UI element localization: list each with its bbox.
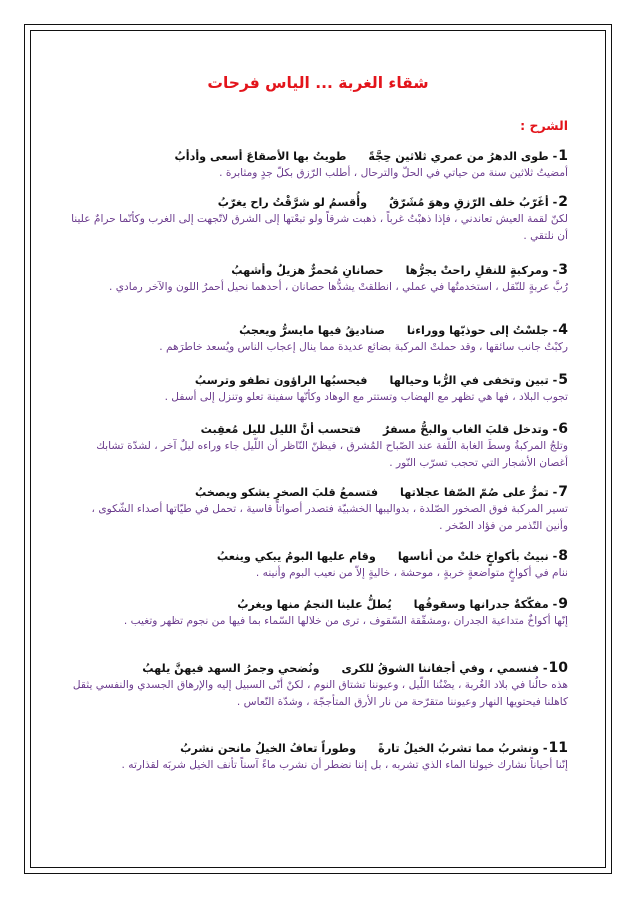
verse-block [66, 660, 568, 711]
verse-block [66, 484, 568, 535]
verse-block [66, 262, 568, 296]
verse-explanation: إنّها أكواخٌ متداعية الجدران ،ومشقّقة السّقوف ، ترى من خلالها السّماء بما فيها من نجوم تظهر وتغيب . [123, 615, 568, 627]
verse-hemistich-first: - وتدخل قلبَ الغاب والبحُّ مسفرٌ [382, 423, 558, 436]
verse-line [66, 548, 568, 564]
verse-hemistich-second: طويتُ بها الأصقاعَ أسعى وأدأبُ [174, 150, 347, 163]
verse-line [66, 740, 568, 756]
verse-line [66, 148, 568, 164]
verse-hemistich-first: - ونشربُ مما تشربُ الخيلُ تارةً [378, 742, 548, 755]
verse-number: 4 [558, 322, 568, 338]
verse-number: 10 [548, 660, 568, 676]
verse-block [66, 421, 568, 472]
verse-block [66, 372, 568, 406]
verse-hemistich-second: حصانانِ مُحمرٌّ هزيلٌ وأشهبُ [231, 264, 384, 277]
verse-number: 11 [548, 740, 568, 756]
verse-explanation: تسير المركبة فوق الصخور الصّلدة ، بدواليبها الخشبيّة فتصدر أصواتاً قاسية ، تحمل في طيّاتها أصداء الشّكوى ، وأنين التّذمر من فؤاد الصّخر . [91, 503, 568, 532]
verse-block [66, 148, 568, 182]
verse-block [66, 322, 568, 356]
verse-hemistich-first: - طوى الدهرُ من عمري ثلاثين حِجَّةً [368, 150, 558, 163]
verse-explanation: أمضيتُ ثلاثين سنة من حياتي في الحلّ والترحال ، أطلب الرّزق بكلّ جدٍ ومثابرة . [219, 167, 568, 179]
verse-explanation: لكنّ لقمة العيش تعاندني ، فإذا ذهبْتُ غرباً ، ذهبت شرقاً ولو تبعْتها إلى الشرق لاتّجهت إلى الغرب وكأنّما حرامٌ علينا أن نلتقي . [71, 213, 568, 242]
verse-explanation: ننام في أكواخٍ متواضعةٍ خربةٍ ، موحشة ، خاليةٍ إلاّ من نعيب البوم وأنينه . [255, 567, 568, 579]
verse-block [66, 194, 568, 245]
verse-hemistich-second: ونُضحي وجمرُ السهد فيهنَّ يلهبُ [142, 662, 320, 675]
verse-hemistich-first: - ومركبةٍ للنقلِ راحتْ يجرُّها [405, 264, 558, 277]
document-title: شقاء الغربة ... الياس فرحات [207, 74, 429, 92]
verse-explanation: رُبَّ عربةٍ للنّقل ، استخدمتُها في عملي ، انطلقتْ يشدُّها حصانان ، أحدهما نحيل أحمرُ اللون والآخر رمادي . [109, 281, 568, 293]
verse-explanation: وتلجُ المركبةُ وسطَ الغابة اللّفة عند الصّباح المُشرق ، فيظنّ النّاظر أن اللّيل جاء وراءه ليلٌ آخر ، لشدّة تشابك أغصان الأشجار التي تحجب تسرّب النّور . [96, 440, 568, 469]
verse-line [66, 660, 568, 676]
verse-line [66, 484, 568, 500]
verse-hemistich-second: صناديقُ فيها مايسرُّ ويعجبُ [239, 324, 385, 337]
verse-hemistich-first: - جلسْتُ إلى حوذيّها ووراءنا [406, 324, 558, 337]
verse-line [66, 596, 568, 612]
verse-hemistich-first: - نبيتُ بأكواخٍ خلتْ من أناسها [397, 550, 558, 563]
verse-hemistich-first: - تبين وتخفى في الرُّبا وحيالها [389, 374, 558, 387]
verse-number: 1 [558, 148, 568, 164]
verse-line [66, 262, 568, 278]
verse-explanation: ركبْتُ جانب سائقها ، وقد حملتْ المركبة بضائع عديدة مما ينال إعجاب الناس ويُسعد خاطرَهم . [159, 341, 568, 353]
verse-number: 8 [558, 548, 568, 564]
verse-hemistich-second: وقام عليها البومُ يبكي وينعبُ [216, 550, 376, 563]
verse-hemistich-second: فتحسب أنَّ الليل لليل مُعقِبث [200, 423, 361, 436]
explanation-heading: الشرح : [520, 118, 568, 133]
verse-explanation: إنّنا أحياناً نشارك خيولنا الماء الذي تشربه ، بل إننا نضطر أن نشرب ماءً آسناً تأنف الخيل شربَه لقذارته . [121, 759, 568, 771]
verse-hemistich-second: يُطلُّ علينا النجمُ منها ويغربُ [237, 598, 392, 611]
verse-line [66, 194, 568, 210]
verse-explanation: هذه حالُنا في بلاد الغُربة ، يضْنُنا اللّيل ، وعيوننا تشتاق النوم ، لكنْ أنّى السبيل إليه والإرهاق الجسدي والنفسي يثقل كاهلنا فيحتويها النهار وعيوننا متقرّحة من نار الأرق المتأججّة ، وشدّة النّعاس . [72, 679, 568, 708]
verse-hemistich-first: - مفكّكةٌ جدرانها وسقوفُها [413, 598, 558, 611]
verse-hemistich-first: - فنسمي ، وفي أجفاننا الشوقُ للكرى [341, 662, 548, 675]
verse-hemistich-first: - تمرُّ على صُمّ الصّفا عجلاتها [400, 486, 558, 499]
verse-block [66, 596, 568, 630]
verse-block [66, 548, 568, 582]
verse-hemistich-second: فيحسبُها الراؤون تطفو وترسبُ [194, 374, 368, 387]
verse-number: 2 [558, 194, 568, 210]
verse-number: 9 [558, 596, 568, 612]
verse-number: 3 [558, 262, 568, 278]
verse-hemistich-first: - أغَرّبُ خلف الرّزقِ وهوَ مُشَرّقٌ [389, 196, 558, 209]
verse-hemistich-second: وأُقسمُ لو شرَّقْتُ راح يغرّبُ [217, 196, 368, 209]
verse-number: 6 [558, 421, 568, 437]
verse-line [66, 322, 568, 338]
verse-hemistich-second: فتسمعُ قلبَ الصخرِ يشكو ويصخبُ [195, 486, 379, 499]
verse-block [66, 740, 568, 774]
verse-explanation: تجوب البلاد ، فها هي تظهر مع الهضاب وتستتر مع الوهاد وكأنّها سفينة تعلو وتنزل إلى أسفل . [164, 391, 568, 403]
verse-number: 7 [558, 484, 568, 500]
verse-line [66, 421, 568, 437]
verse-line [66, 372, 568, 388]
verse-hemistich-second: وطوراً تعافُ الخيلُ مانحن نشربُ [180, 742, 357, 755]
verse-number: 5 [558, 372, 568, 388]
